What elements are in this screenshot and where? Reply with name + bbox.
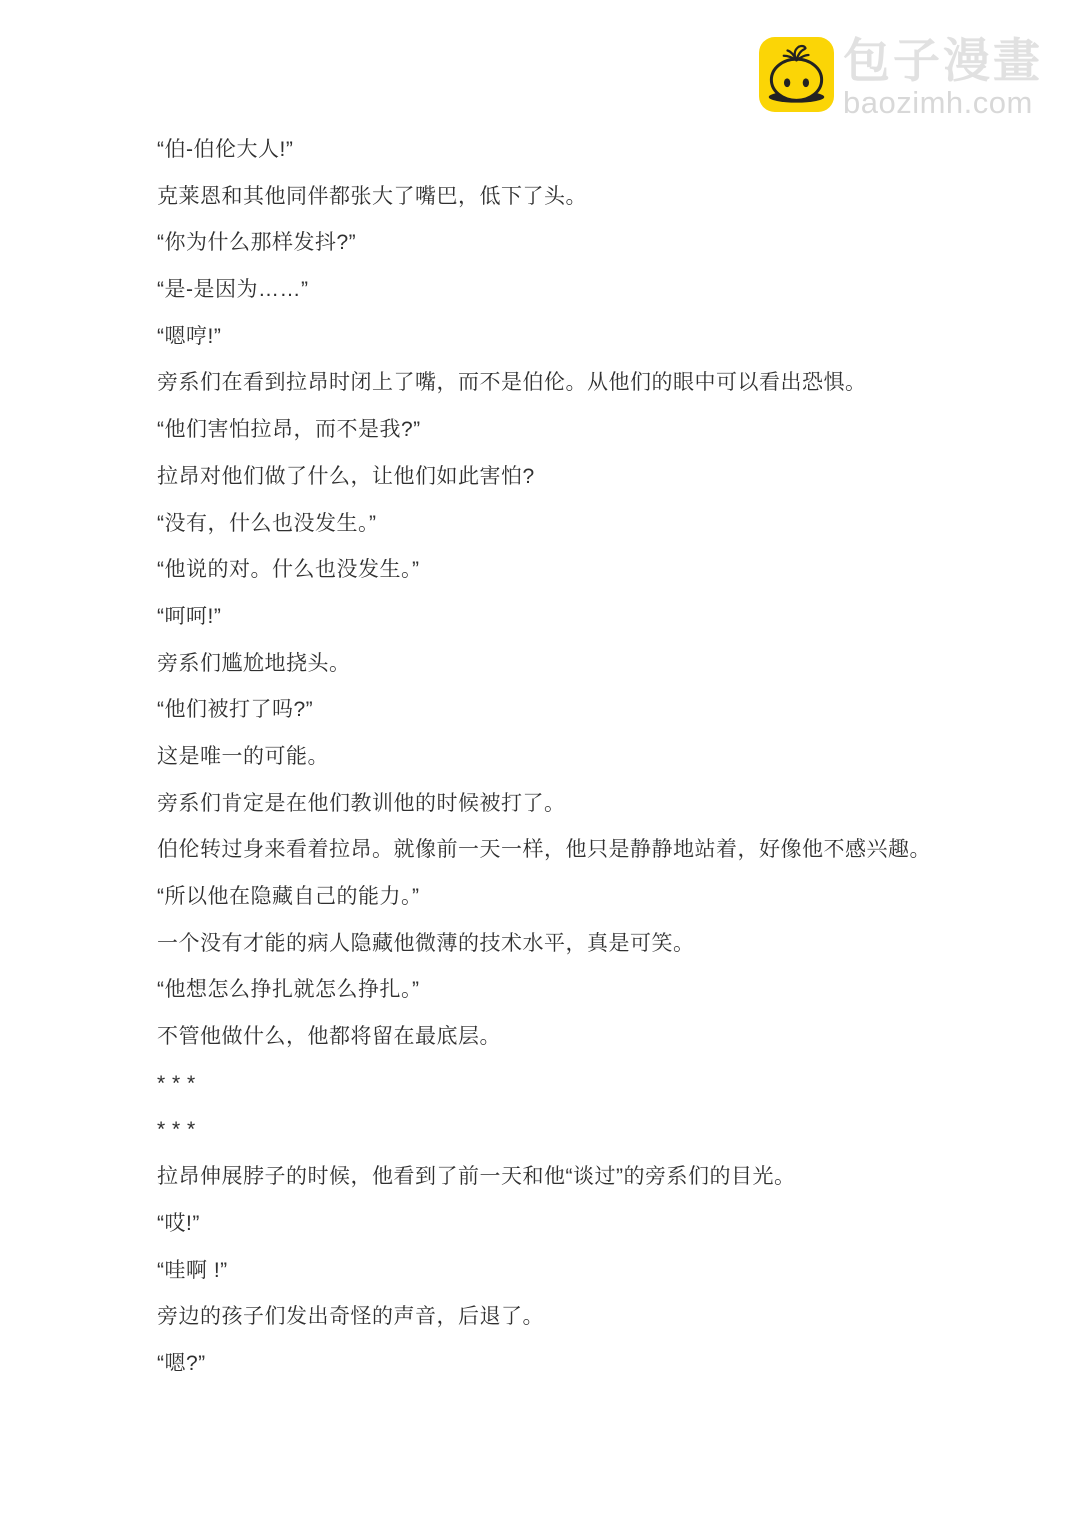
novel-paragraph: 拉昂伸展脖子的时候，他看到了前一天和他“谈过”的旁系们的目光。: [157, 1165, 796, 1189]
baozi-bun-face-icon: [759, 36, 834, 113]
novel-paragraph: 伯伦转过身来看着拉昂。就像前一天一样，他只是静静地站着，好像他不感兴趣。: [157, 838, 931, 862]
novel-paragraph: “是-是因为……”: [157, 278, 309, 302]
scene-break: * * *: [157, 1118, 196, 1142]
novel-paragraph: 拉昂对他们做了什么，让他们如此害怕?: [157, 464, 535, 488]
brand-domain: baozimh.com: [843, 85, 1033, 120]
novel-paragraph: “他们害怕拉昂，而不是我?”: [157, 418, 421, 442]
novel-paragraph: 克莱恩和其他同伴都张大了嘴巴，低下了头。: [157, 184, 587, 208]
novel-paragraph: “嗯?”: [157, 1351, 206, 1375]
brand-name: 包子漫畫: [843, 34, 1043, 87]
novel-paragraph: 一个没有才能的病人隐藏他微薄的技术水平，真是可笑。: [157, 931, 695, 955]
novel-paragraph: “他想怎么挣扎就怎么挣扎。”: [157, 978, 420, 1002]
watermark-text: [843, 36, 1043, 118]
chapter-text: [157, 139, 1037, 1400]
novel-paragraph: “哎!”: [157, 1211, 200, 1235]
novel-paragraph: “哇啊 !”: [157, 1258, 228, 1282]
novel-paragraph: “他说的对。什么也没发生。”: [157, 558, 420, 582]
novel-paragraph: “你为什么那样发抖?”: [157, 231, 357, 255]
novel-paragraph: “所以他在隐藏自己的能力。”: [157, 885, 420, 908]
novel-paragraph: 不管他做什么，他都将留在最底层。: [157, 1025, 501, 1049]
novel-paragraph: “伯-伯伦大人!”: [157, 138, 294, 161]
novel-paragraph: 旁边的孩子们发出奇怪的声音，后退了。: [157, 1305, 544, 1329]
novel-paragraph: 这是唯一的可能。: [157, 744, 329, 768]
novel-paragraph: 旁系们肯定是在他们教训他的时候被打了。: [157, 791, 566, 815]
novel-paragraph: “没有，什么也没发生。”: [157, 511, 377, 535]
site-watermark: [759, 36, 1043, 118]
novel-paragraph: 旁系们尴尬地挠头。: [157, 651, 351, 675]
novel-paragraph: “嗯哼!”: [157, 324, 222, 348]
novel-paragraph: 旁系们在看到拉昂时闭上了嘴，而不是伯伦。从他们的眼中可以看出恐惧。: [157, 371, 867, 395]
novel-paragraph: “呵呵!”: [157, 604, 222, 628]
scene-break: * * *: [157, 1071, 196, 1095]
novel-paragraph: “他们被打了吗?”: [157, 698, 314, 722]
